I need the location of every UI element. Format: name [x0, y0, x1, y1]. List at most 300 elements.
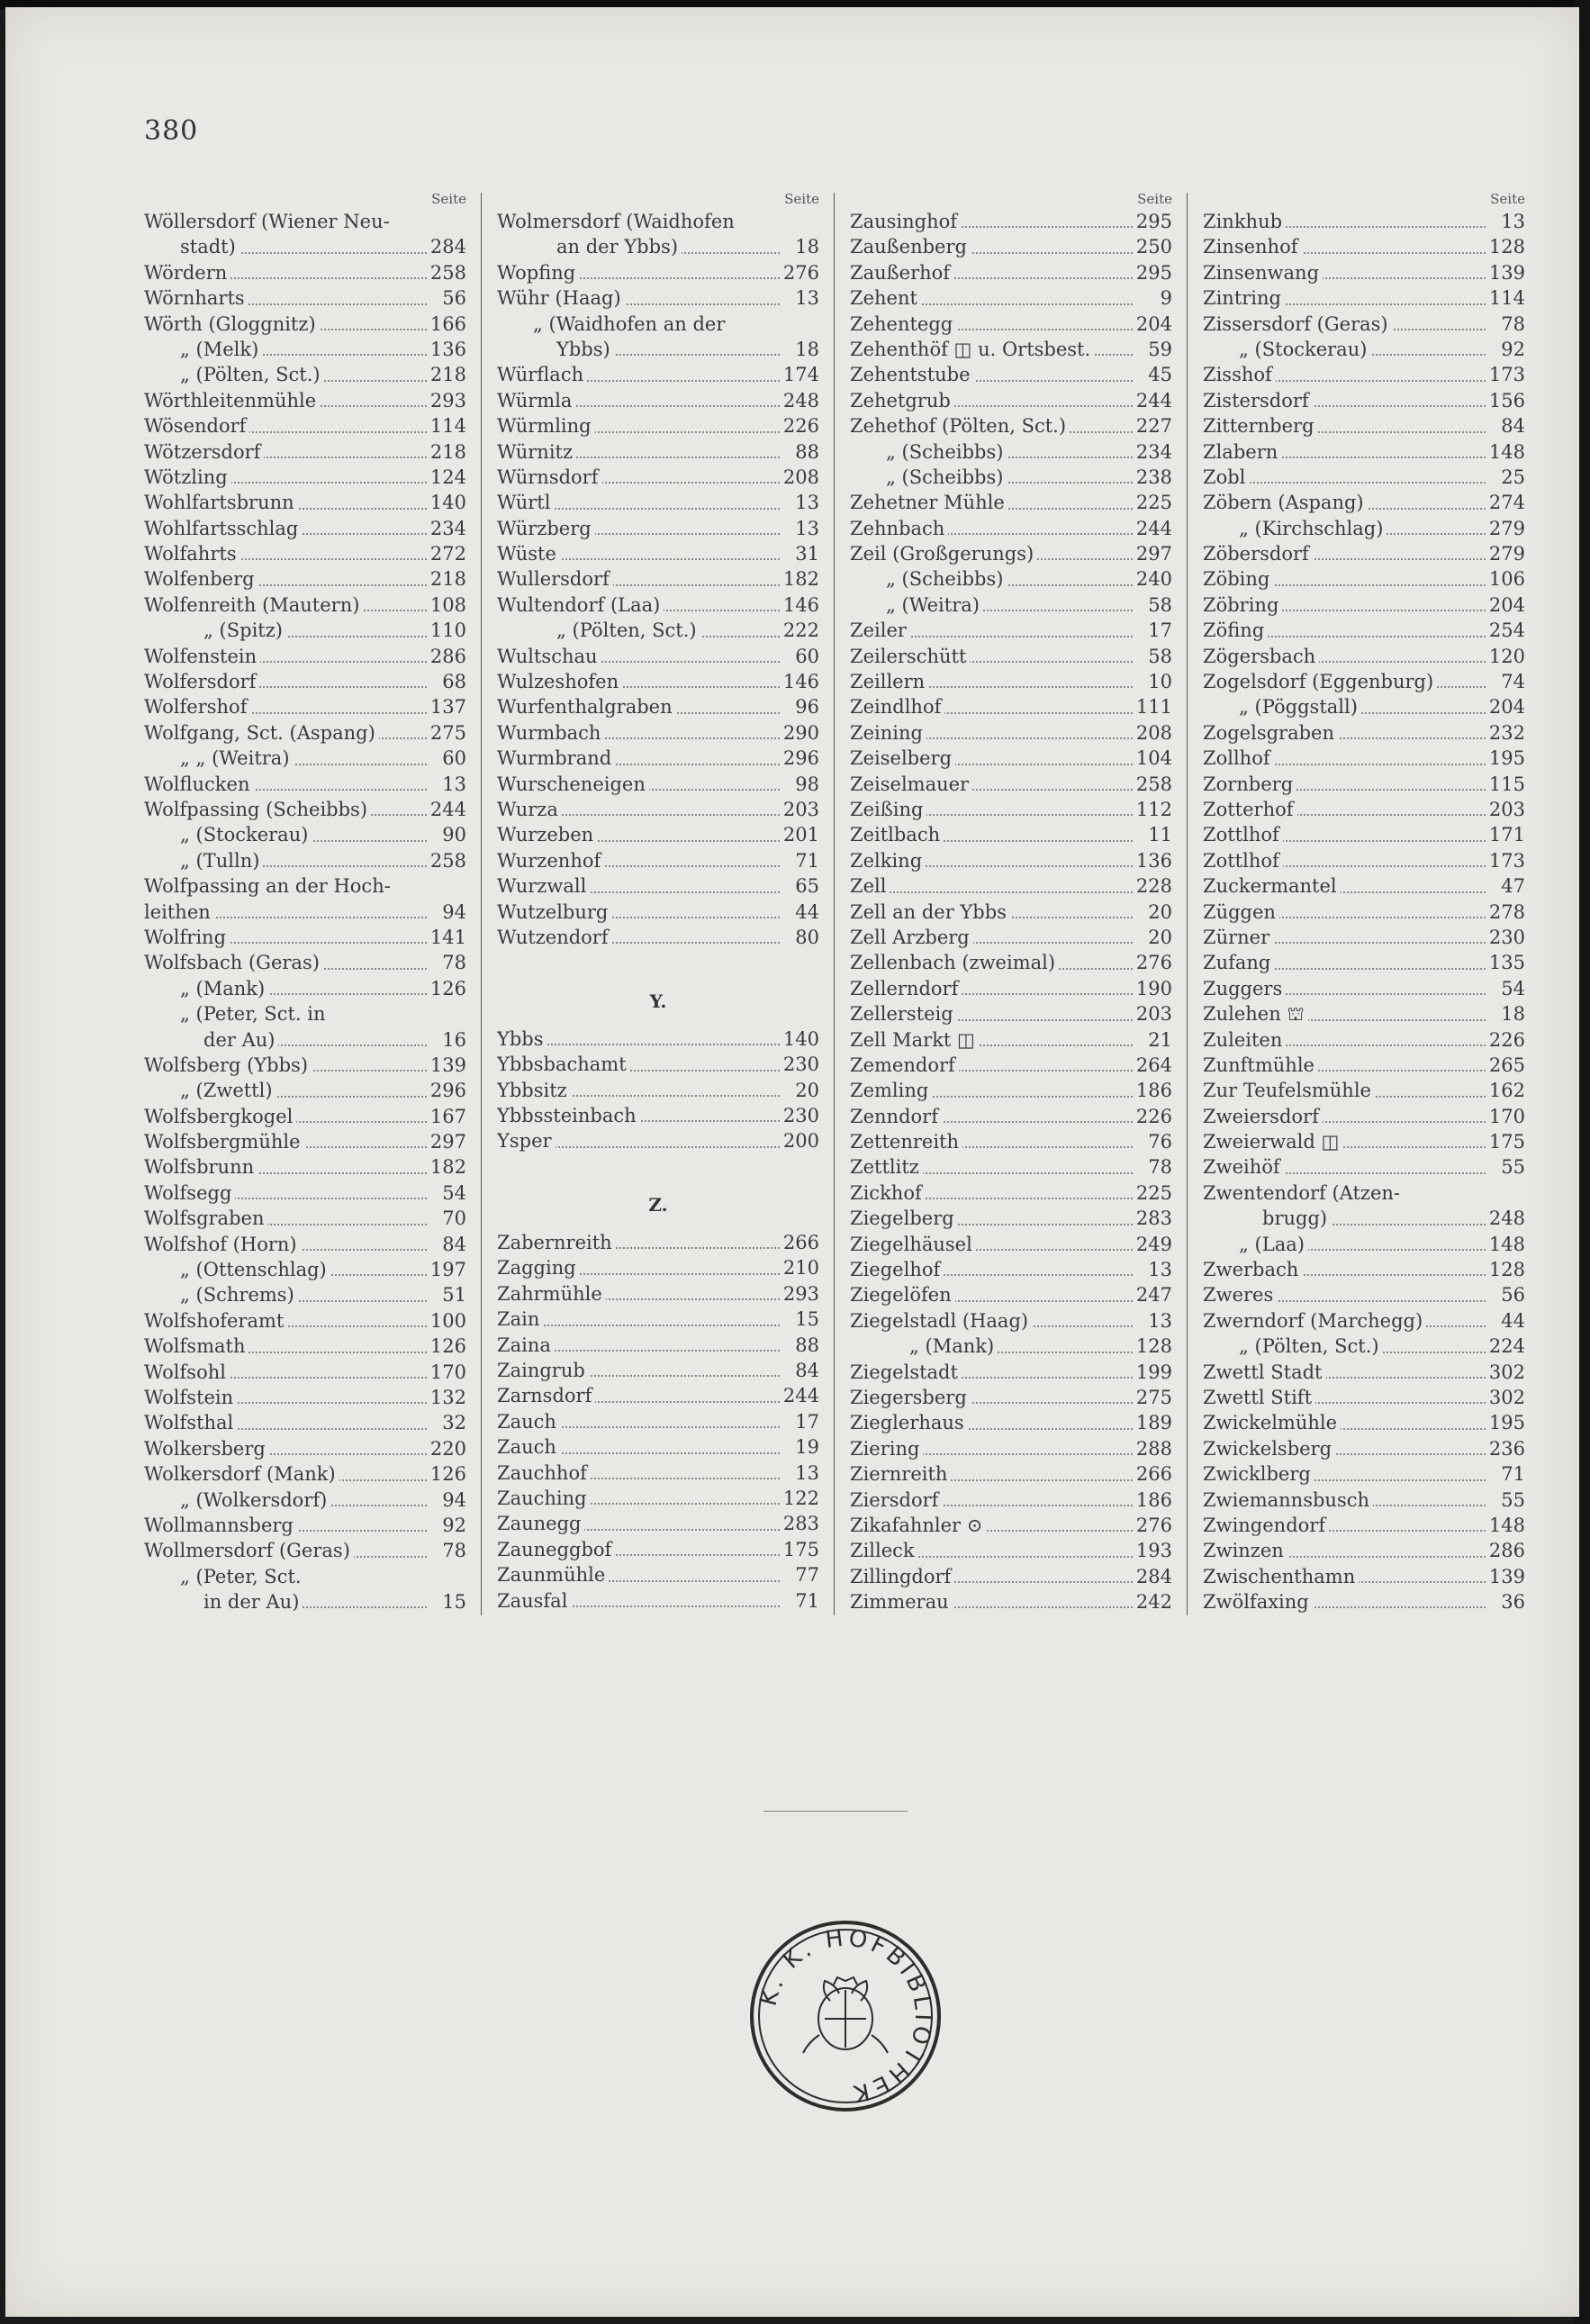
entry-page-number: 296: [427, 1078, 466, 1103]
entry-page-number: 54: [438, 1180, 466, 1206]
entry-place-name: Zitternberg: [1203, 415, 1318, 437]
index-entry: [497, 848, 819, 873]
entry-place-name: Zaina: [497, 1334, 555, 1356]
index-entry: [144, 337, 466, 362]
entry-page-number: 13: [791, 490, 819, 515]
index-entry: [1203, 694, 1525, 719]
entry-page-number: 78: [1144, 1154, 1172, 1180]
index-entry: [144, 1488, 466, 1513]
entry-page-number: 283: [780, 1511, 819, 1536]
entry-place-name: Wolfsbach (Geras): [144, 952, 323, 973]
entry-place-name: der Au): [144, 1029, 278, 1051]
index-entry: [1203, 873, 1525, 899]
entry-place-name: Zissersdorf (Geras): [1203, 313, 1392, 335]
index-entry: [144, 694, 466, 719]
entry-page-number: 36: [1497, 1589, 1525, 1614]
index-entry: [1203, 1104, 1525, 1129]
index-entry: [1203, 285, 1525, 311]
entry-place-name: Würmling: [497, 415, 595, 437]
entry-place-name: Ziegelstadt: [850, 1361, 962, 1383]
entry-page-number: 88: [791, 439, 819, 465]
index-entry: [850, 644, 1172, 669]
entry-page-number: 32: [438, 1410, 466, 1435]
entry-place-name: Zuckermantel: [1203, 875, 1341, 897]
entry-page-number: 210: [780, 1255, 819, 1280]
index-entry: [850, 1385, 1172, 1410]
entry-place-name: Zlabern: [1203, 441, 1281, 463]
entry-place-name: Wolfenreith (Mautern): [144, 594, 363, 616]
entry-place-name: Zilleck: [850, 1540, 918, 1561]
entry-page-number: 230: [1486, 925, 1525, 950]
entry-page-number: 13: [1144, 1308, 1172, 1334]
entry-place-name: Zillingdorf: [850, 1566, 954, 1587]
entry-page-number: 249: [1133, 1232, 1172, 1257]
entry-page-number: 141: [427, 925, 466, 950]
end-rule: [763, 1811, 908, 1812]
entry-page-number: 297: [1133, 541, 1172, 566]
index-entry: [850, 950, 1172, 975]
index-entry: [1203, 1282, 1525, 1307]
entry-page-number: 13: [1497, 209, 1525, 234]
entry-place-name: Wolfenstein: [144, 646, 260, 667]
entry-place-name: Wösendorf: [144, 415, 249, 437]
index-entry: [1203, 1308, 1525, 1334]
entry-page-number: 18: [791, 234, 819, 259]
index-entry: [144, 772, 466, 797]
entry-place-name: Ziegelberg: [850, 1207, 958, 1229]
index-entry: [144, 1282, 466, 1307]
entry-page-number: 120: [1486, 644, 1525, 669]
entry-place-name: Würzberg: [497, 518, 595, 539]
entry-page-number: 234: [427, 516, 466, 541]
index-entry: [1203, 976, 1525, 1001]
entry-place-name: stadt): [144, 236, 239, 258]
entry-place-name: Würnsdorf: [497, 466, 602, 488]
letter-heading: Y.: [649, 990, 667, 1012]
entry-page-number: 140: [780, 1026, 819, 1052]
entry-page-number: 47: [1497, 873, 1525, 899]
entry-place-name: Wolfsbrunn: [144, 1156, 257, 1178]
entry-page-number: 250: [1133, 234, 1172, 259]
entry-place-name: „ (Pöggstall): [1203, 696, 1361, 718]
entry-place-name: an der Ybbs): [497, 236, 682, 258]
index-entry: [144, 260, 466, 285]
index-entry: [497, 592, 819, 618]
index-entry: [1203, 1001, 1525, 1026]
index-entry: [1203, 1129, 1525, 1154]
index-entry: [850, 1513, 1172, 1538]
entry-place-name: Zinsenhof: [1203, 236, 1302, 258]
entry-place-name: „ (Tulln): [144, 850, 263, 872]
entry-place-name: Wühr (Haag): [497, 287, 625, 309]
index-entry: [144, 312, 466, 337]
column-divider: [481, 193, 482, 1615]
index-entry: [497, 1383, 819, 1408]
index-entry: [850, 1001, 1172, 1026]
entry-place-name: Zeitlbach: [850, 824, 944, 846]
entry-page-number: 70: [438, 1206, 466, 1231]
entry-place-name: Zehetner Mühle: [850, 492, 1008, 513]
entry-place-name: Wohlfartsschlag: [144, 518, 302, 539]
entry-place-name: Zaunmühle: [497, 1564, 609, 1586]
entry-page-number: 295: [1133, 209, 1172, 234]
index-entry: [850, 1564, 1172, 1589]
entry-page-number: 13: [791, 285, 819, 311]
index-entry: [850, 1129, 1172, 1154]
index-entry: [497, 900, 819, 925]
entry-page-number: 92: [1497, 337, 1525, 362]
index-entry: [144, 873, 466, 899]
entry-place-name: Wurzwall: [497, 875, 590, 897]
entry-place-name: Zinsenwang: [1203, 262, 1323, 284]
index-entry: [850, 1334, 1172, 1359]
entry-place-name: Wolfshoferamt: [144, 1310, 287, 1332]
entry-page-number: 230: [780, 1103, 819, 1128]
entry-page-number: 10: [1144, 669, 1172, 694]
entry-page-number: 115: [1486, 772, 1525, 797]
entry-place-name: Zöbring: [1203, 594, 1282, 616]
entry-place-name: Zehenthöf ◫ u. Ortsbest.: [850, 339, 1094, 360]
entry-place-name: „ (Peter, Sct.: [144, 1566, 305, 1587]
entry-place-name: Zellenbach (zweimal): [850, 952, 1059, 973]
entry-place-name: „ (Scheibbs): [850, 568, 1007, 590]
entry-place-name: „ (Scheibbs): [850, 441, 1007, 463]
entry-page-number: 18: [791, 337, 819, 362]
entry-place-name: Zellersteig: [850, 1003, 957, 1025]
entry-page-number: 114: [427, 413, 466, 439]
index-entry: [144, 950, 466, 975]
index-entry: [1203, 1461, 1525, 1487]
entry-page-number: 244: [780, 1383, 819, 1408]
entry-place-name: Zwiemannsbusch: [1203, 1489, 1373, 1511]
entry-place-name: Zemendorf: [850, 1054, 959, 1076]
index-entry: [850, 1257, 1172, 1282]
entry-page-number: 173: [1486, 848, 1525, 873]
entry-page-number: 13: [1144, 1257, 1172, 1282]
entry-page-number: 137: [427, 694, 466, 719]
entry-page-number: 13: [438, 772, 466, 797]
index-entry: [850, 822, 1172, 847]
index-entry: [497, 209, 819, 234]
index-entry: [1203, 1538, 1525, 1563]
entry-page-number: 264: [1133, 1053, 1172, 1078]
entry-page-number: 111: [1133, 694, 1172, 719]
index-entry: [144, 1104, 466, 1129]
index-entry: [850, 1488, 1172, 1513]
entry-place-name: Wurmbach: [497, 722, 604, 744]
entry-page-number: 175: [1486, 1129, 1525, 1154]
index-entry: [1203, 618, 1525, 643]
index-entry: [497, 1281, 819, 1307]
index-entry: [144, 592, 466, 618]
entry-place-name: Wördern: [144, 262, 230, 284]
entry-place-name: Zettlitz: [850, 1156, 923, 1178]
entry-page-number: 242: [1133, 1589, 1172, 1614]
entry-page-number: 195: [1486, 746, 1525, 771]
index-entry: [497, 746, 819, 771]
index-entry: [850, 848, 1172, 873]
entry-page-number: 156: [1486, 388, 1525, 413]
entry-place-name: Zögersbach: [1203, 646, 1319, 667]
index-entry: [497, 285, 819, 311]
index-entry: [497, 1230, 819, 1255]
entry-place-name: Wurfenthalgraben: [497, 696, 676, 718]
entry-place-name: Wolflucken: [144, 773, 254, 795]
entry-place-name: Wolmersdorf (Waidhofen: [497, 211, 738, 232]
entry-page-number: 247: [1133, 1282, 1172, 1307]
entry-place-name: Zuleiten: [1203, 1029, 1286, 1051]
index-entry: [1203, 1410, 1525, 1435]
index-entry: [850, 285, 1172, 311]
entry-page-number: 65: [791, 873, 819, 899]
entry-place-name: Zisshof: [1203, 364, 1276, 385]
entry-page-number: 139: [427, 1053, 466, 1078]
entry-page-number: 19: [791, 1434, 819, 1460]
entry-page-number: 170: [427, 1360, 466, 1385]
entry-page-number: 228: [1133, 873, 1172, 899]
index-entry: [144, 1385, 466, 1410]
entry-place-name: Zogelsdorf (Eggenburg): [1203, 671, 1437, 692]
entry-page-number: 25: [1497, 465, 1525, 490]
entry-place-name: Zöbern (Aspang): [1203, 492, 1368, 513]
index-entry: [144, 1001, 466, 1026]
entry-place-name: Zöbing: [1203, 568, 1273, 590]
entry-place-name: Zöbersdorf: [1203, 543, 1313, 565]
index-entry: [850, 516, 1172, 541]
entry-page-number: 175: [780, 1537, 819, 1562]
index-entry: [1203, 848, 1525, 873]
column-divider: [1187, 193, 1188, 1615]
index-entry: [144, 1461, 466, 1487]
index-entry: [1203, 1154, 1525, 1180]
entry-place-name: Zistersdorf: [1203, 390, 1313, 411]
index-entry: [497, 1486, 819, 1511]
index-entry: [497, 873, 819, 899]
index-entry: [144, 618, 466, 643]
entry-page-number: 218: [427, 439, 466, 465]
index-entry: [1203, 950, 1525, 975]
entry-page-number: 78: [1497, 312, 1525, 337]
index-entry: [144, 925, 466, 950]
index-entry: [850, 1206, 1172, 1231]
index-entry: [1203, 234, 1525, 259]
index-entry: [850, 413, 1172, 439]
entry-place-name: Zwentendorf (Atzen-: [1203, 1182, 1404, 1204]
entry-place-name: Ybbsbachamt: [497, 1053, 630, 1075]
entry-page-number: 128: [1133, 1334, 1172, 1359]
entry-place-name: Zwettl Stadt: [1203, 1361, 1326, 1383]
index-entry: [497, 1026, 819, 1052]
entry-page-number: 203: [1133, 1001, 1172, 1026]
entry-place-name: Wulzeshofen: [497, 671, 622, 692]
entry-page-number: 279: [1486, 541, 1525, 566]
index-entry: [1203, 746, 1525, 771]
entry-place-name: Zweiersdorf: [1203, 1106, 1323, 1127]
entry-page-number: 244: [427, 797, 466, 822]
entry-page-number: 284: [1133, 1564, 1172, 1589]
entry-page-number: 124: [427, 465, 466, 490]
index-entry: [497, 1103, 819, 1128]
index-entry: [144, 1538, 466, 1563]
entry-page-number: 171: [1486, 822, 1525, 847]
entry-place-name: „ (Pölten, Sct.): [1203, 1335, 1383, 1357]
entry-page-number: 90: [438, 822, 466, 847]
entry-page-number: 226: [1133, 1104, 1172, 1129]
entry-place-name: leithen: [144, 901, 214, 923]
index-entry: [850, 669, 1172, 694]
entry-page-number: 122: [780, 1486, 819, 1511]
index-entry: [497, 541, 819, 566]
entry-place-name: Zauch: [497, 1436, 560, 1458]
entry-place-name: „ (Pölten, Sct.): [144, 364, 324, 385]
entry-page-number: 44: [791, 900, 819, 925]
entry-page-number: 162: [1486, 1078, 1525, 1103]
entry-page-number: 13: [791, 1460, 819, 1486]
entry-place-name: Würmla: [497, 390, 575, 411]
entry-place-name: Zwinzen: [1203, 1540, 1287, 1561]
entry-place-name: Zwickelsberg: [1203, 1438, 1335, 1460]
index-entry: [497, 618, 819, 643]
entry-page-number: 170: [1486, 1104, 1525, 1129]
index-entry: [497, 1333, 819, 1358]
entry-place-name: Zottlhof: [1203, 850, 1283, 872]
entry-place-name: Wolfersdorf: [144, 671, 259, 692]
entry-page-number: 234: [1133, 439, 1172, 465]
index-entry: [1203, 669, 1525, 694]
index-entry: [850, 1232, 1172, 1257]
index-entry: [850, 797, 1172, 822]
entry-page-number: 226: [1486, 1027, 1525, 1053]
entry-place-name: Zaußenberg: [850, 236, 971, 258]
entry-place-name: Ziegelstadl (Haag): [850, 1310, 1032, 1332]
index-entry: [497, 694, 819, 719]
column-divider: [834, 193, 835, 1615]
entry-place-name: Zur Teufelsmühle: [1203, 1080, 1375, 1101]
entry-page-number: 88: [791, 1333, 819, 1358]
entry-page-number: 293: [427, 388, 466, 413]
index-entry: [144, 490, 466, 515]
entry-place-name: Wolfshof (Horn): [144, 1234, 301, 1255]
entry-place-name: „ (Stockerau): [144, 824, 312, 846]
entry-place-name: Wolfpassing an der Hoch-: [144, 875, 394, 897]
index-entry: [497, 1307, 819, 1332]
entry-page-number: 204: [1486, 694, 1525, 719]
index-entry: [144, 1334, 466, 1359]
entry-page-number: 71: [791, 848, 819, 873]
seite-label: Seite: [1137, 191, 1172, 207]
index-entry: [144, 1078, 466, 1103]
entry-page-number: 80: [791, 925, 819, 950]
index-entry: [1203, 720, 1525, 746]
entry-page-number: 225: [1133, 1180, 1172, 1206]
index-entry: [850, 1078, 1172, 1103]
entry-page-number: 274: [1486, 490, 1525, 515]
entry-page-number: 15: [791, 1307, 819, 1332]
entry-place-name: Wolfsthal: [144, 1412, 237, 1433]
index-entry: [1203, 490, 1525, 515]
entry-page-number: 20: [1144, 900, 1172, 925]
entry-place-name: Wötzersdorf: [144, 441, 264, 463]
entry-place-name: Wurzeben: [497, 824, 597, 846]
entry-place-name: Wurza: [497, 799, 562, 820]
entry-place-name: Würflach: [497, 364, 587, 385]
entry-page-number: 290: [780, 720, 819, 746]
entry-place-name: Wolkersberg: [144, 1438, 269, 1460]
index-entry: [1203, 822, 1525, 847]
entry-page-number: 136: [427, 337, 466, 362]
index-entry: [850, 873, 1172, 899]
index-entry: [850, 439, 1172, 465]
entry-place-name: Wollmannsberg: [144, 1515, 297, 1536]
entry-page-number: 266: [1133, 1461, 1172, 1487]
index-entry: [850, 312, 1172, 337]
entry-place-name: Zellerndorf: [850, 978, 962, 999]
entry-page-number: 266: [780, 1230, 819, 1255]
entry-page-number: 278: [1486, 900, 1525, 925]
library-stamp: [747, 1918, 944, 2114]
index-entry: [497, 822, 819, 847]
entry-place-name: Zeindlhof: [850, 696, 944, 718]
index-entry: [144, 1360, 466, 1385]
entry-place-name: Zwingendorf: [1203, 1515, 1329, 1536]
index-entry: [497, 260, 819, 285]
index-entry: [850, 900, 1172, 925]
entry-page-number: 208: [1133, 720, 1172, 746]
index-entry: [144, 209, 466, 234]
index-entry: [144, 1206, 466, 1231]
page-number: 380: [144, 115, 199, 147]
index-entry: [850, 1461, 1172, 1487]
entry-place-name: Zotterhof: [1203, 799, 1297, 820]
entry-place-name: „ (Peter, Sct. in: [144, 1003, 330, 1025]
index-entry: [144, 848, 466, 873]
entry-page-number: 224: [1486, 1334, 1525, 1359]
entry-place-name: Zweierwald ◫: [1203, 1131, 1342, 1153]
index-entry: [144, 1589, 466, 1614]
entry-place-name: Zauch: [497, 1411, 560, 1433]
entry-place-name: Wolfsgraben: [144, 1207, 267, 1229]
entry-place-name: Wolfsberg (Ybbs): [144, 1054, 312, 1076]
index-entry: [144, 1027, 466, 1053]
entry-page-number: 272: [427, 541, 466, 566]
entry-place-name: Zehnbach: [850, 518, 948, 539]
index-entry: [850, 1282, 1172, 1307]
index-entry: [144, 1129, 466, 1154]
entry-page-number: 108: [427, 592, 466, 618]
entry-place-name: Zenndorf: [850, 1106, 942, 1127]
entry-place-name: Zeiselberg: [850, 747, 955, 769]
entry-page-number: 56: [1497, 1282, 1525, 1307]
index-entry: [144, 1410, 466, 1435]
entry-page-number: 21: [1144, 1027, 1172, 1053]
entry-page-number: 203: [780, 797, 819, 822]
entry-page-number: 200: [780, 1128, 819, 1153]
entry-page-number: 136: [1133, 848, 1172, 873]
entry-place-name: Wullersdorf: [497, 568, 613, 590]
entry-page-number: 60: [791, 644, 819, 669]
entry-page-number: 112: [1133, 797, 1172, 822]
index-entry: [497, 312, 819, 337]
entry-place-name: Wolfsbergmühle: [144, 1131, 304, 1153]
entry-place-name: Zauching: [497, 1488, 591, 1509]
entry-page-number: 140: [427, 490, 466, 515]
entry-page-number: 146: [780, 669, 819, 694]
index-entry: [850, 388, 1172, 413]
section-spacer: [497, 950, 819, 975]
entry-place-name: Zeißing: [850, 799, 926, 820]
entry-place-name: Zeining: [850, 722, 926, 744]
index-entry: [850, 618, 1172, 643]
